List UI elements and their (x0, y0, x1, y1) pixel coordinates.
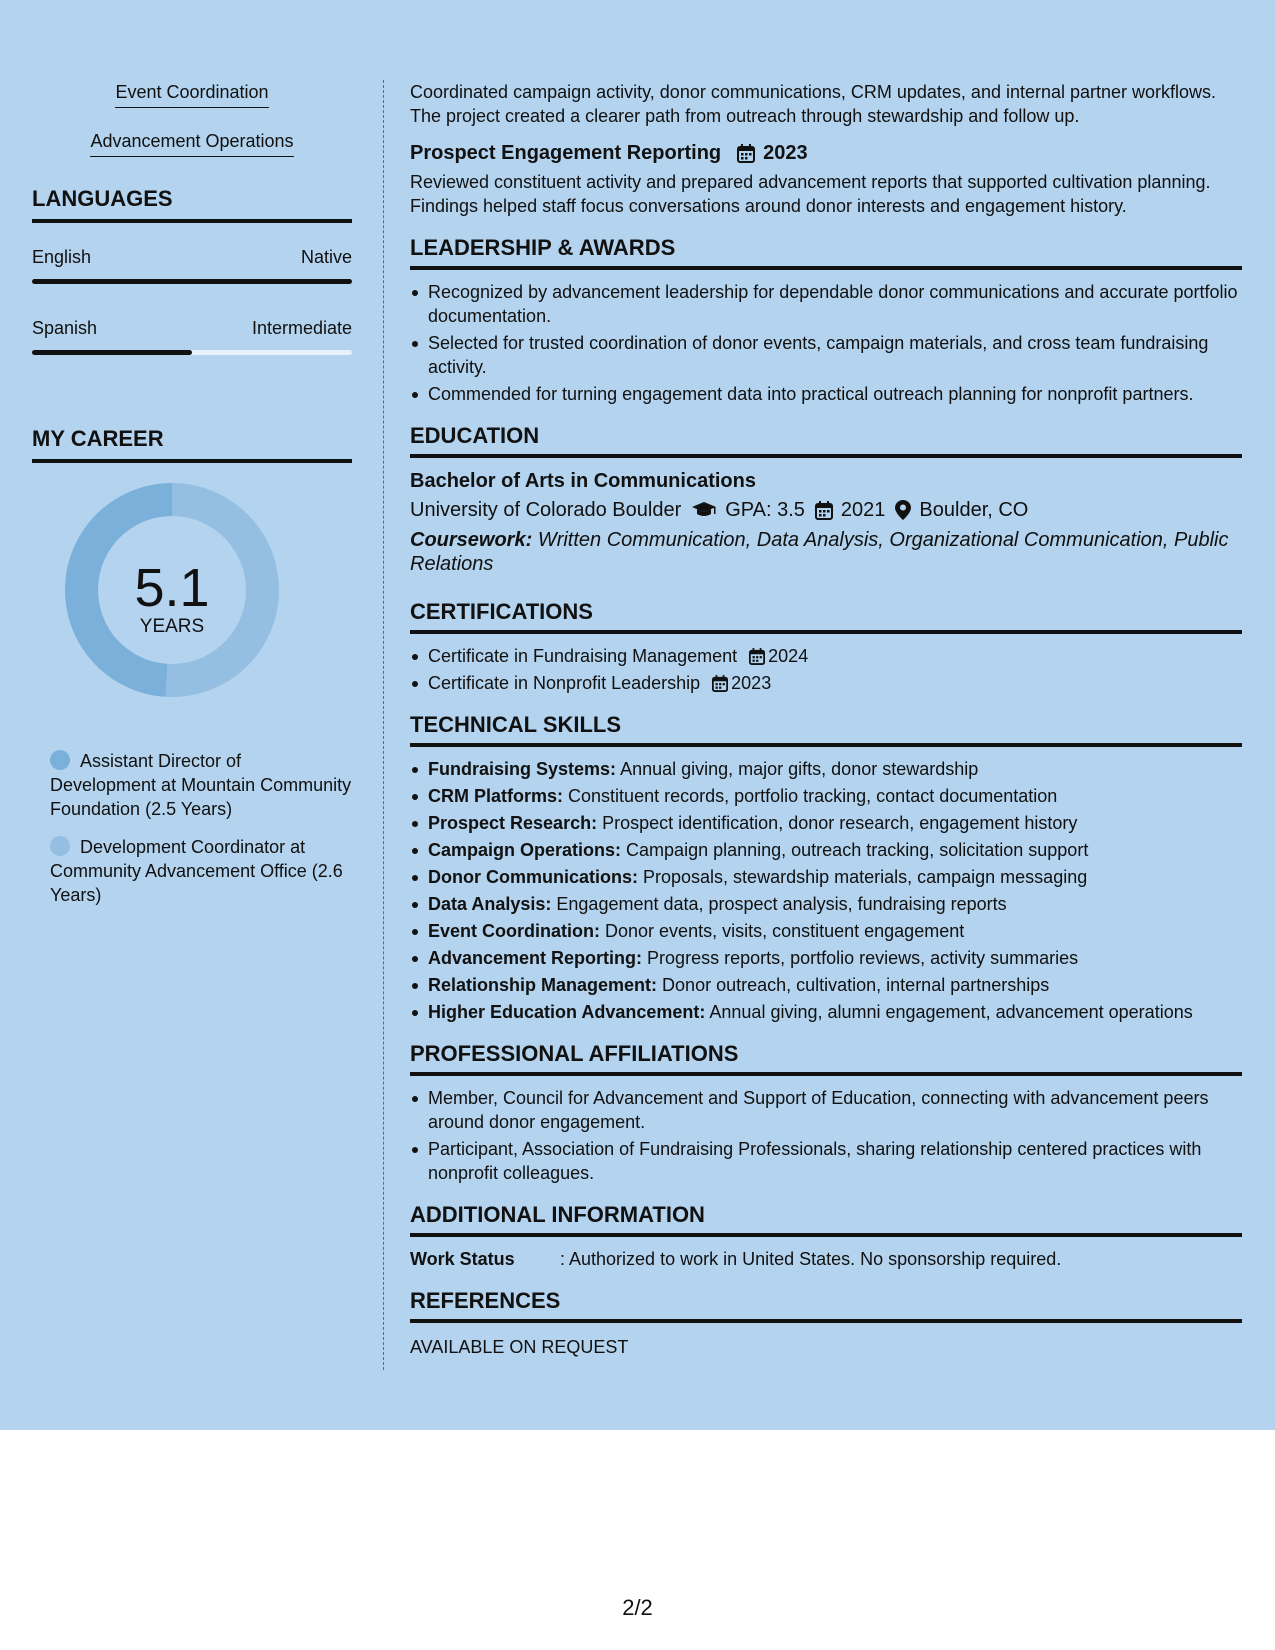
gpa: GPA: 3.5 (725, 499, 805, 521)
list-item (410, 644, 1242, 668)
project-year: 2023 (763, 142, 808, 164)
certification-name: Certificate in Nonprofit Leadership (428, 673, 701, 693)
skill-item (410, 946, 1242, 970)
graduation-year: 2021 (840, 499, 886, 521)
location-pin-icon (895, 500, 911, 520)
references-heading: REFERENCES (410, 1287, 1242, 1323)
list-item: Participant, Association of Fundraising Professionals, sharing relationship centered practices with nonprofit colleagues. (410, 1137, 1242, 1185)
skill-category: Event Coordination: (428, 921, 600, 941)
skill-category: Campaign Operations: (428, 840, 622, 860)
skill-details: Constituent records, portfolio tracking, contact documentation (568, 786, 1058, 806)
language-name: English (32, 247, 92, 267)
certification-name: Certificate in Fundraising Management (428, 646, 738, 666)
career-legend-item: Assistant Director of Development at Mountain Community Foundation (2.5 Years) (50, 751, 352, 819)
career-donut-chart (32, 463, 352, 743)
interest-item: Advancement Operations (32, 129, 352, 157)
list-item: Commended for turning engagement data into practical outreach planning for nonprofit partners. (410, 382, 1242, 406)
page-number: 2/2 (622, 1595, 653, 1620)
school-location: Boulder, CO (919, 499, 1029, 521)
degree-title: Bachelor of Arts in Communications (410, 470, 756, 492)
skill-details: Progress reports, portfolio reviews, activity summaries (647, 948, 1079, 968)
work-status-row (410, 1247, 1242, 1271)
work-status-label: Work Status (410, 1249, 515, 1269)
skill-item (410, 892, 1242, 916)
certification-year: 2024 (768, 646, 809, 666)
skill-category: Advancement Reporting: (428, 948, 643, 968)
certification-year: 2023 (731, 673, 772, 693)
skill-details: Donor events, visits, constituent engagement (605, 921, 965, 941)
skill-category: CRM Platforms: (428, 786, 564, 806)
languages-heading: LANGUAGES (32, 185, 352, 223)
leadership-list (410, 280, 1242, 406)
skill-details: Proposals, stewardship materials, campaign messaging (643, 867, 1088, 887)
language-proficiency-bar (32, 350, 352, 355)
language-level: Native (300, 247, 352, 267)
graduation-cap-icon (691, 501, 717, 519)
skill-item (410, 811, 1242, 835)
skill-category: Higher Education Advancement: (428, 1002, 706, 1022)
project-title: Prospect Engagement Reporting (410, 142, 722, 164)
skill-item (410, 1000, 1242, 1024)
references-text: AVAILABLE ON REQUEST (410, 1337, 629, 1357)
skills-heading: TECHNICAL SKILLS (410, 711, 1242, 747)
legend-dot-icon (50, 750, 70, 770)
career-heading: MY CAREER (32, 425, 352, 463)
list-item: Selected for trusted coordination of donor events, campaign materials, and cross team fundraising activity. (410, 331, 1242, 379)
language-entry (32, 316, 352, 355)
education-heading: EDUCATION (410, 422, 1242, 458)
coursework-label: Coursework: (410, 529, 533, 551)
additional-info-heading: ADDITIONAL INFORMATION (410, 1201, 1242, 1237)
main-content (410, 80, 1242, 1359)
language-proficiency-fill (32, 279, 352, 284)
language-name: Spanish (32, 318, 98, 338)
school-name: University of Colorado Boulder (410, 499, 682, 521)
skill-item (410, 919, 1242, 943)
career-legend (32, 749, 352, 907)
skill-category: Fundraising Systems: (428, 759, 617, 779)
skill-item (410, 757, 1242, 781)
list-item: Recognized by advancement leadership for dependable donor communications and accurate portfolio documentation. (410, 280, 1242, 328)
skill-details: Annual giving, alumni engagement, advancement operations (709, 1002, 1193, 1022)
calendar-icon (749, 648, 765, 665)
affiliations-heading: PROFESSIONAL AFFILIATIONS (410, 1040, 1242, 1076)
skill-item (410, 973, 1242, 997)
work-status-value: : Authorized to work in United States. No sponsorship required. (560, 1249, 1062, 1269)
career-total-years: 5.1 (134, 558, 210, 618)
list-item: Member, Council for Advancement and Support of Education, connecting with advancement peers around donor engagement. (410, 1086, 1242, 1134)
skill-item (410, 784, 1242, 808)
language-level: Intermediate (251, 318, 352, 338)
skill-category: Data Analysis: (428, 894, 552, 914)
column-divider (383, 80, 384, 1370)
skills-list (410, 757, 1242, 1024)
career-legend-item: Development Coordinator at Community Advancement Office (2.6 Years) (50, 837, 343, 905)
skill-details: Prospect identification, donor research, engagement history (602, 813, 1078, 833)
calendar-icon (712, 675, 728, 692)
language-proficiency-bar (32, 279, 352, 284)
skill-details: Engagement data, prospect analysis, fundraising reports (556, 894, 1007, 914)
career-total-unit: YEARS (139, 616, 205, 637)
language-entry (32, 245, 352, 284)
skill-item (410, 865, 1242, 889)
coursework-list: Written Communication, Data Analysis, Organizational Communication, Public Relations (410, 529, 1229, 575)
language-proficiency-fill (32, 350, 192, 355)
list-item (410, 671, 1242, 695)
project-title-row (410, 140, 1242, 166)
skill-category: Donor Communications: (428, 867, 638, 887)
sidebar (32, 80, 352, 907)
affiliations-list (410, 1086, 1242, 1185)
certifications-list (410, 644, 1242, 695)
skill-category: Relationship Management: (428, 975, 658, 995)
coursework (410, 528, 1242, 576)
interest-item: Event Coordination (32, 80, 352, 108)
project-description: Coordinated campaign activity, donor communications, CRM updates, and internal partner workflows. The project created a clearer path from outreach through stewardship and follow up. (410, 82, 1217, 126)
calendar-icon (737, 144, 755, 163)
certifications-heading: CERTIFICATIONS (410, 598, 1242, 634)
legend-dot-icon (50, 836, 70, 856)
skill-details: Annual giving, major gifts, donor stewardship (620, 759, 979, 779)
education-meta-row (410, 496, 1242, 524)
skill-details: Campaign planning, outreach tracking, solicitation support (626, 840, 1089, 860)
calendar-icon (815, 501, 833, 520)
skill-category: Prospect Research: (428, 813, 598, 833)
project-description: Reviewed constituent activity and prepared advancement reports that supported cultivation planning. Findings helped staff focus conversations around donor interests and engagement history. (410, 172, 1211, 216)
skill-details: Donor outreach, cultivation, internal partnerships (662, 975, 1050, 995)
skill-item (410, 838, 1242, 862)
leadership-heading: LEADERSHIP & AWARDS (410, 234, 1242, 270)
